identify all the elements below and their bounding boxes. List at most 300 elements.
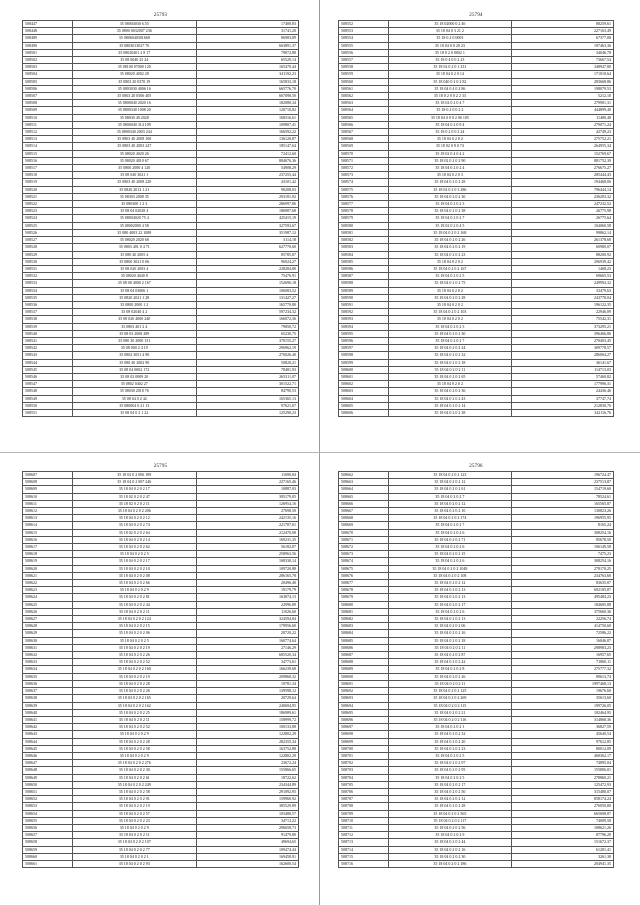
row-id-cell: 508641 [23,716,73,723]
amount-cell: 158999,72 [196,716,298,723]
amount-cell: 108621,26 [512,824,614,831]
row-id-cell: 508636 [23,680,73,687]
account-code-cell: 35 0800040 2020 16 [72,100,196,107]
account-code-cell: 35 18 04 0 2 0 2 [388,136,512,143]
amount-cell: 122802,29 [196,752,298,759]
table-row [339,472,614,479]
row-id-cell: 508701 [339,752,389,759]
account-code-cell: 35 18 04 0 2 0 14 [388,71,512,78]
row-id-cell: 508690 [339,673,389,680]
amount-cell: 106083,52 [196,287,298,294]
row-id-cell: 508578 [339,208,389,215]
row-id-cell: 508679 [339,594,389,601]
amount-cell: 72412,60 [196,150,298,157]
account-code-cell: 35 18 04 0 2 0 2 50 [388,788,512,795]
row-id-cell: 508503 [23,64,73,71]
account-code-cell: 35 18 04 0 2 0 2 11 [72,608,196,615]
page-number: 25795 [153,464,168,469]
table-row [23,522,299,529]
table-row [339,803,614,810]
account-code-cell: 35 18 04 0 2 0 2 93 [72,860,196,867]
amount-cell: 184685,88 [512,601,614,608]
table-row [339,251,614,258]
account-code-cell: 35 08 020 2003 4 [72,265,196,272]
row-id-cell: 508608 [23,479,73,486]
account-code-cell: 35 18 04 0 2 0 2 19 [72,673,196,680]
amount-cell: 96924,27 [196,258,298,265]
amount-cell: 97612,85 [512,738,614,745]
table-row [23,659,299,666]
account-code-cell: 35 18 02 0 2 006 189 [72,472,196,479]
row-id-cell: 508680 [339,601,389,608]
row-id-cell: 508669 [339,522,389,529]
table-row [23,229,299,236]
account-code-cell: 35 18 04 0 2 0 2 25 [72,709,196,716]
table-row [339,309,614,316]
ledger-page-top-left [22,13,299,417]
row-id-cell: 508683 [339,623,389,630]
amount-cell: 165770,80 [196,301,298,308]
row-id-cell: 508682 [339,616,389,623]
table-row [23,381,299,388]
account-code-cell: 35 08 000 2 4 19 [72,345,196,352]
row-id-cell: 508715 [339,853,389,860]
table-row [339,630,614,637]
row-id-cell: 508611 [23,500,73,507]
amount-cell: 35613,60 [512,695,614,702]
amount-cell: 324594,84 [196,616,298,623]
row-id-cell: 508613 [23,515,73,522]
table-row [339,853,614,860]
amount-cell: 125290,23 [196,409,298,416]
row-id-cell: 508539 [23,323,73,330]
account-code-cell: 35 18 04 0 2 0 2 [388,381,512,388]
amount-cell: 196122,35 [512,301,614,308]
row-id-cell: 508554 [339,35,389,42]
row-id-cell: 508573 [339,172,389,179]
row-id-cell: 508689 [339,666,389,673]
table-row [23,752,299,759]
amount-cell: 60980,07 [512,244,614,251]
table-row [339,565,614,572]
amount-cell: 159960,92 [196,796,298,803]
account-code-cell: 35 080 40 2005 4 [72,251,196,258]
account-code-cell: 35 18 04 0 2 0 2 23 [388,745,512,752]
table-row [23,587,299,594]
ledger-table-body [23,472,299,868]
row-id-cell: 508676 [339,572,389,579]
amount-cell: 315480,07 [512,788,614,795]
amount-cell: 285444,43 [512,172,614,179]
amount-cell: 194468,06 [512,179,614,186]
account-code-cell: 35 18 04 0 2 0 2 10 [388,508,512,515]
amount-cell: 27146,29 [196,644,298,651]
table-row [23,121,299,128]
amount-cell: 83635,87 [512,580,614,587]
account-code-cell: 35 0800 0032007 236 [72,28,196,35]
table-row [339,716,614,723]
row-id-cell: 508699 [339,738,389,745]
amount-cell: 425415,19 [196,215,298,222]
account-code-cell: 35 18 0 2 0 0002 1 [388,49,512,56]
row-id-cell: 508705 [339,781,389,788]
row-id-cell: 508614 [23,522,73,529]
account-code-cell: 35 18 04 0 2 0 2 17 [72,486,196,493]
amount-cell: 91479,80 [196,832,298,839]
row-id-cell: 508545 [23,366,73,373]
table-row [23,572,299,579]
row-id-cell: 508551 [23,409,73,416]
amount-cell: 11026,60 [196,608,298,615]
table-row [339,637,614,644]
account-code-cell: 35 18 04 0 2 0 2 77 [72,846,196,853]
row-id-cell: 508506 [23,85,73,92]
account-code-cell: 35 18 04 0 2 0 2 61 [72,774,196,781]
account-code-cell: 35 08 04 0 2 1 22 [72,409,196,416]
table-row [23,508,299,515]
account-code-cell: 35 18 04 0 2 0 2 174 [388,515,512,522]
amount-cell: 79872,88 [196,49,298,56]
account-code-cell: 35 18 02 0 4 0 4 2 [388,150,512,157]
table-row [339,114,614,121]
table-row [23,388,299,395]
account-code-cell: 35 08 00 4000 2 167 [72,280,196,287]
amount-cell: 282355,34 [196,738,298,745]
table-row [23,565,299,572]
amount-cell: 57460,82 [512,373,614,380]
table-row [339,824,614,831]
amount-cell: 234763,60 [512,572,614,579]
row-id-cell: 508665 [339,493,389,500]
table-row [339,193,614,200]
table-row [339,522,614,529]
account-code-cell: 35 0803 20 0506 405 [72,93,196,100]
account-code-cell: 35 18 04 0 2 0 2 26 [388,237,512,244]
amount-cell: 249994,32 [512,280,614,287]
account-code-cell: 35 18 04 0 2 0 2 44 [72,601,196,608]
table-row [339,601,614,608]
row-id-cell: 508625 [23,601,73,608]
row-id-cell: 508531 [23,265,73,272]
account-code-cell: 35 18 04 0 2 0 2 1 [388,724,512,731]
account-code-cell: 35 18 04 0 2 0 2 8 [388,666,512,673]
row-id-cell: 508514 [23,143,73,150]
row-id-cell: 508536 [23,301,73,308]
amount-cell: 16046,07 [512,637,614,644]
row-id-cell: 508628 [23,623,73,630]
amount-cell: 79850,72 [196,323,298,330]
amount-cell: 301522,71 [196,381,298,388]
amount-cell: 166592,22 [196,129,298,136]
amount-cell: 26775,98 [512,208,614,215]
table-row [339,724,614,731]
row-id-cell: 508672 [339,544,389,551]
account-code-cell: 35 18 04 0 2 0 2 06 [388,623,512,630]
amount-cell: 114713,03 [512,366,614,373]
table-row [23,337,299,344]
account-code-cell: 35 18 04 0 2 0 2 [388,301,512,308]
table-row [23,150,299,157]
row-id-cell: 508697 [339,724,389,731]
table-row [23,644,299,651]
account-code-cell: 35 18 04 0 2 0 2 12 [388,479,512,486]
table-row [339,781,614,788]
table-row [23,616,299,623]
row-id-cell: 508568 [339,136,389,143]
account-code-cell: 35 18 04 0 2 0 2 19 [388,244,512,251]
account-code-cell: 35 18 04 0 2 0 2 9 [72,752,196,759]
table-row [339,810,614,817]
row-id-cell: 508544 [23,359,73,366]
amount-cell: 109720,88 [196,565,298,572]
row-id-cell: 508490 [23,42,73,49]
row-id-cell: 508623 [23,587,73,594]
row-id-cell: 508562 [339,93,389,100]
table-row [339,666,614,673]
row-id-cell: 508538 [23,316,73,323]
row-id-cell: 508633 [23,659,73,666]
table-row [23,702,299,709]
amount-cell: 627770,60 [196,244,298,251]
account-code-cell: 35 18 04 0 2 0 2 10 [72,565,196,572]
page-number: 25796 [469,464,483,469]
amount-cell: 27698,50 [196,508,298,515]
table-row [23,64,299,71]
row-id-cell: 508673 [339,551,389,558]
row-id-cell: 508710 [339,817,389,824]
table-row [339,294,614,301]
amount-cell: 18722,62 [196,774,298,781]
row-id-cell: 508630 [23,637,73,644]
account-code-cell: 35 18 04 0 2 0 3 [388,172,512,179]
amount-cell: 155806,01 [512,767,614,774]
amount-cell: 88200,92 [512,251,614,258]
table-row [23,294,299,301]
amount-cell: 155866,65 [196,767,298,774]
amount-cell: 196724,47 [512,472,614,479]
table-row [339,381,614,388]
row-id-cell: 508516 [23,157,73,164]
table-row [339,529,614,536]
row-id-cell: 508678 [339,587,389,594]
table-row [339,78,614,85]
amount-cell: 444899,40 [512,107,614,114]
row-id-cell: 508600 [339,366,389,373]
table-row [339,107,614,114]
row-id-cell: 508546 [23,373,73,380]
amount-cell: 212830,76 [512,402,614,409]
table-row [339,544,614,551]
amount-cell: 168330,14 [196,558,298,565]
account-code-cell: 35 0803 401 2 4 [72,323,196,330]
row-id-cell: 508448 [23,28,73,35]
table-row [339,839,614,846]
amount-cell: 43101,42 [196,179,298,186]
account-code-cell: 35 08 04 0002 172 [72,366,196,373]
amount-cell: 209868,32 [196,673,298,680]
row-id-cell: 508505 [23,78,73,85]
row-id-cell: 508703 [339,767,389,774]
table-row [23,136,299,143]
account-code-cell: 35 18 04 0 2 0 2 186 [388,860,512,867]
account-code-cell: 35 18 04 0 2 0 2 116 [388,716,512,723]
amount-cell: 126954,16 [196,500,298,507]
table-row [23,796,299,803]
account-code-cell: 35 18 04 0 2 0 2 17 [388,601,512,608]
row-id-cell: 508656 [23,824,73,831]
account-code-cell: 35 18 04 0 2 0 2 9 [72,587,196,594]
amount-cell: 17480,83 [196,21,298,28]
table-row [339,201,614,208]
amount-cell: 7475,23 [512,551,614,558]
table-row [23,738,299,745]
amount-cell: 296939,42 [512,258,614,265]
table-row [339,215,614,222]
table-row [339,709,614,716]
row-id-cell: 508648 [23,767,73,774]
row-id-cell: 508631 [23,644,73,651]
amount-cell: 197463,36 [512,42,614,49]
row-id-cell: 508638 [23,695,73,702]
account-code-cell: 35 18 04 0 2 0 2 36 [388,388,512,395]
amount-cell: 227163,49 [512,28,614,35]
table-row [339,580,614,587]
row-id-cell: 508569 [339,143,389,150]
account-code-cell: 35 08 04 02028 4 [72,208,196,215]
table-row [339,515,614,522]
account-code-cell: 35 18 04 0 2 0 2 11 [388,644,512,651]
amount-cell: 125472,93 [512,781,614,788]
amount-cell: 109474,44 [196,846,298,853]
row-id-cell: 508655 [23,817,73,824]
account-code-cell: 35 18 04 0 2 0 2 52 [72,659,196,666]
account-code-cell: 35 18 04 0 2 0 2 565 [388,810,512,817]
amount-cell: 19676,60 [512,688,614,695]
account-code-cell: 35 18 0 4 0 0 2 23 [388,57,512,64]
row-id-cell: 508502 [23,57,73,64]
table-row [23,544,299,551]
account-code-cell: 35 18 04 0 2 0 2 7 [388,215,512,222]
account-code-cell: 35 18 04 0 2 0 2 74 [72,522,196,529]
row-id-cell: 508558 [339,64,389,71]
row-id-cell: 508686 [339,644,389,651]
table-row [339,150,614,157]
table-row [23,193,299,200]
amount-cell: 247232,52 [512,201,614,208]
row-id-cell: 508660 [23,853,73,860]
amount-cell: 185147,64 [196,143,298,150]
amount-cell: 139598,12 [196,688,298,695]
row-id-cell: 508610 [23,493,73,500]
row-id-cell: 508572 [339,165,389,172]
table-row [23,774,299,781]
account-code-cell: 35 18 04 0 2 007 246 [72,479,196,486]
amount-cell: 258963,56 [196,551,298,558]
amount-cell: 286997,86 [196,201,298,208]
account-code-cell: 35 18 04 0 2 0 2 206 [72,508,196,515]
table-row [339,500,614,507]
account-code-cell: 35 08 04 0 2 42 [72,395,196,402]
table-row [23,323,299,330]
table-row [339,760,614,767]
account-code-cell: 35 0803013027 70 [72,42,196,49]
row-id-cell: 508707 [339,796,389,803]
row-id-cell: 508602 [339,381,389,388]
row-id-cell: 508671 [339,536,389,543]
account-code-cell: 35 08004020 75 4 [72,215,196,222]
table-row [23,810,299,817]
table-row [339,558,614,565]
table-row [23,623,299,630]
table-row [23,71,299,78]
row-id-cell: 508646 [23,752,73,759]
ledger-table-body [339,472,614,868]
row-id-cell: 508704 [339,774,389,781]
amount-cell: 286064,27 [512,352,614,359]
account-code-cell: 35 18 04 0 2 0 2 06 [72,630,196,637]
amount-cell: 692105,87 [512,587,614,594]
row-id-cell: 508695 [339,709,389,716]
row-id-cell: 508700 [339,745,389,752]
account-code-cell: 35 08030 2018 76 [72,388,196,395]
amount-cell: 278860,21 [512,774,614,781]
amount-cell: 227165,46 [196,479,298,486]
row-id-cell: 508522 [23,201,73,208]
amount-cell: 168316,61 [196,114,298,121]
table-row [23,788,299,795]
row-id-cell: 508693 [339,695,389,702]
row-id-cell: 508615 [23,529,73,536]
account-code-cell: 35 18 04 0 2 0 2 5 [72,637,196,644]
amount-cell: 75542,31 [512,316,614,323]
table-row [339,731,614,738]
row-id-cell: 508607 [23,472,73,479]
row-id-cell: 508560 [339,78,389,85]
row-id-cell: 508661 [23,860,73,867]
table-row [23,472,299,479]
table-row [339,846,614,853]
table-row [23,652,299,659]
amount-cell: 396466,86 [512,330,614,337]
table-row [23,330,299,337]
table-row [339,594,614,601]
table-row [339,280,614,287]
row-id-cell: 508618 [23,551,73,558]
account-code-cell: 35 18 04 0 2 0 2 23 [388,251,512,258]
amount-cell: 270026,40 [196,352,298,359]
table-row [339,287,614,294]
table-row [23,251,299,258]
amount-cell: 212470,08 [196,529,298,536]
row-id-cell: 508687 [339,652,389,659]
account-code-cell: 35 18 04 0 2 0 2 6 [388,544,512,551]
amount-cell: 49694,65 [196,839,298,846]
account-code-cell: 35 08 0040 25 24 [72,57,196,64]
account-code-cell: 35 0800340 2003 244 [72,129,196,136]
table-row [339,373,614,380]
table-row [339,832,614,839]
account-code-cell: 35 18 04 0 2 0 2 5 [388,273,512,280]
ledger-table-body [23,21,299,417]
account-code-cell: 35 18 0 2 0 0 2 2 [388,107,512,114]
row-id-cell: 508688 [339,659,389,666]
ledger-table-body [339,21,614,417]
table-row [23,558,299,565]
amount-cell: 151672,37 [512,839,614,846]
account-code-cell: 35 18 04 0 2 0 2 6 [388,529,512,536]
amount-cell: 86983,89 [196,35,298,42]
row-id-cell: 508591 [339,301,389,308]
